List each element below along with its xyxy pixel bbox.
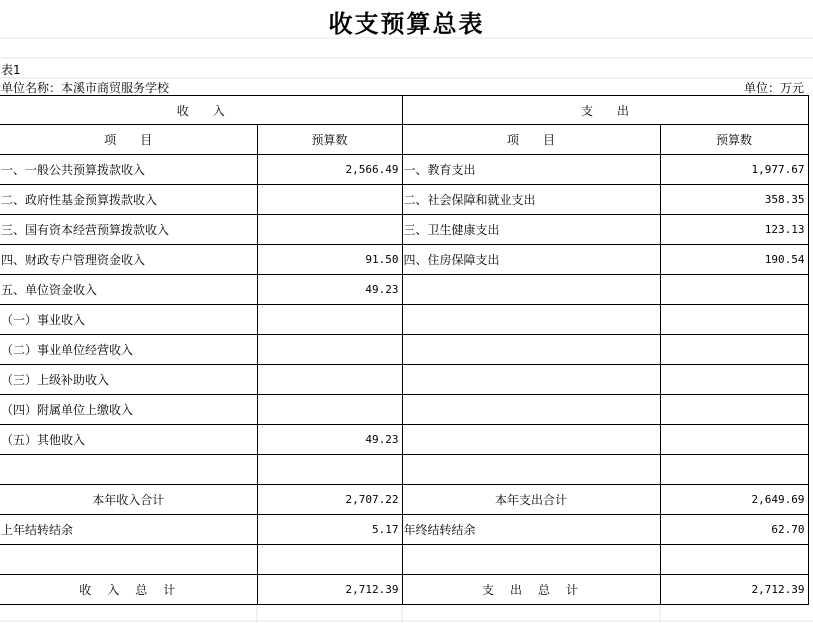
income-item: 二、政府性基金预算拨款收入	[0, 185, 257, 215]
expense-item	[402, 275, 660, 305]
expense-grand-total-value: 2,712.39	[660, 575, 808, 605]
table-row	[0, 275, 808, 305]
income-item: （一）事业收入	[0, 305, 257, 335]
expense-item	[402, 425, 660, 455]
income-value	[257, 365, 402, 395]
expense-item	[402, 455, 660, 485]
income-value: 49.23	[257, 425, 402, 455]
income-value	[257, 395, 402, 425]
income-grand-total-label: 收 入 总 计	[0, 575, 257, 605]
carry-over-row	[0, 515, 808, 545]
table-row	[0, 215, 808, 245]
income-item: （三）上级补助收入	[0, 365, 257, 395]
table-row	[0, 425, 808, 455]
table-number: 表1	[1, 63, 21, 77]
income-header: 收 入	[0, 96, 402, 125]
grand-total-row	[0, 575, 808, 605]
expense-item-header: 项 目	[402, 125, 660, 155]
carry-out-value: 62.70	[660, 515, 808, 545]
expense-year-total-label: 本年支出合计	[402, 485, 660, 515]
income-value	[257, 185, 402, 215]
expense-value	[660, 335, 808, 365]
income-year-total-label: 本年收入合计	[0, 485, 257, 515]
expense-item: 二、社会保障和就业支出	[402, 185, 660, 215]
year-total-row	[0, 485, 808, 515]
expense-year-total-value: 2,649.69	[660, 485, 808, 515]
expense-value: 123.13	[660, 215, 808, 245]
expense-item: 四、住房保障支出	[402, 245, 660, 275]
income-budget-header: 预算数	[257, 125, 402, 155]
carry-in-value: 5.17	[257, 515, 402, 545]
expense-value	[660, 395, 808, 425]
page-title: 收支预算总表	[328, 10, 485, 38]
expense-item	[402, 305, 660, 335]
table-row	[0, 455, 808, 485]
income-item	[0, 455, 257, 485]
income-item: 一、一般公共预算拨款收入	[0, 155, 257, 185]
income-item: 四、财政专户管理资金收入	[0, 245, 257, 275]
budget-table	[0, 95, 809, 605]
table-row	[0, 305, 808, 335]
unit-name: 单位名称：本溪市商贸服务学校	[1, 81, 170, 95]
income-value: 91.50	[257, 245, 402, 275]
income-item: 五、单位资金收入	[0, 275, 257, 305]
table-row	[0, 155, 808, 185]
expense-item: 一、教育支出	[402, 155, 660, 185]
expense-value	[660, 305, 808, 335]
income-value	[257, 455, 402, 485]
table-row	[0, 365, 808, 395]
income-item: （二）事业单位经营收入	[0, 335, 257, 365]
income-item: （四）附属单位上缴收入	[0, 395, 257, 425]
income-value	[257, 305, 402, 335]
expense-value	[660, 275, 808, 305]
expense-item	[402, 335, 660, 365]
carry-out-label: 年终结转结余	[402, 515, 660, 545]
income-value: 49.23	[257, 275, 402, 305]
expense-grand-total-label: 支 出 总 计	[402, 575, 660, 605]
table-row	[0, 335, 808, 365]
expense-value: 1,977.67	[660, 155, 808, 185]
expense-header: 支 出	[402, 96, 808, 125]
carry-in-label: 上年结转结余	[0, 515, 257, 545]
income-item: 三、国有资本经营预算拨款收入	[0, 215, 257, 245]
expense-value	[660, 455, 808, 485]
table-row	[0, 395, 808, 425]
table-row	[0, 185, 808, 215]
expense-value: 190.54	[660, 245, 808, 275]
expense-item	[402, 365, 660, 395]
expense-value: 358.35	[660, 185, 808, 215]
income-item: （五）其他收入	[0, 425, 257, 455]
income-value	[257, 215, 402, 245]
section-header-row	[0, 96, 808, 125]
expense-item	[402, 395, 660, 425]
income-value	[257, 335, 402, 365]
income-item-header: 项 目	[0, 125, 257, 155]
expense-value	[660, 365, 808, 395]
unit-label: 单位：万元	[743, 81, 804, 95]
income-grand-total-value: 2,712.39	[257, 575, 402, 605]
expense-budget-header: 预算数	[660, 125, 808, 155]
expense-item: 三、卫生健康支出	[402, 215, 660, 245]
blank-row	[0, 545, 808, 575]
column-header-row	[0, 125, 808, 155]
income-value: 2,566.49	[257, 155, 402, 185]
expense-value	[660, 425, 808, 455]
income-year-total-value: 2,707.22	[257, 485, 402, 515]
table-row	[0, 245, 808, 275]
